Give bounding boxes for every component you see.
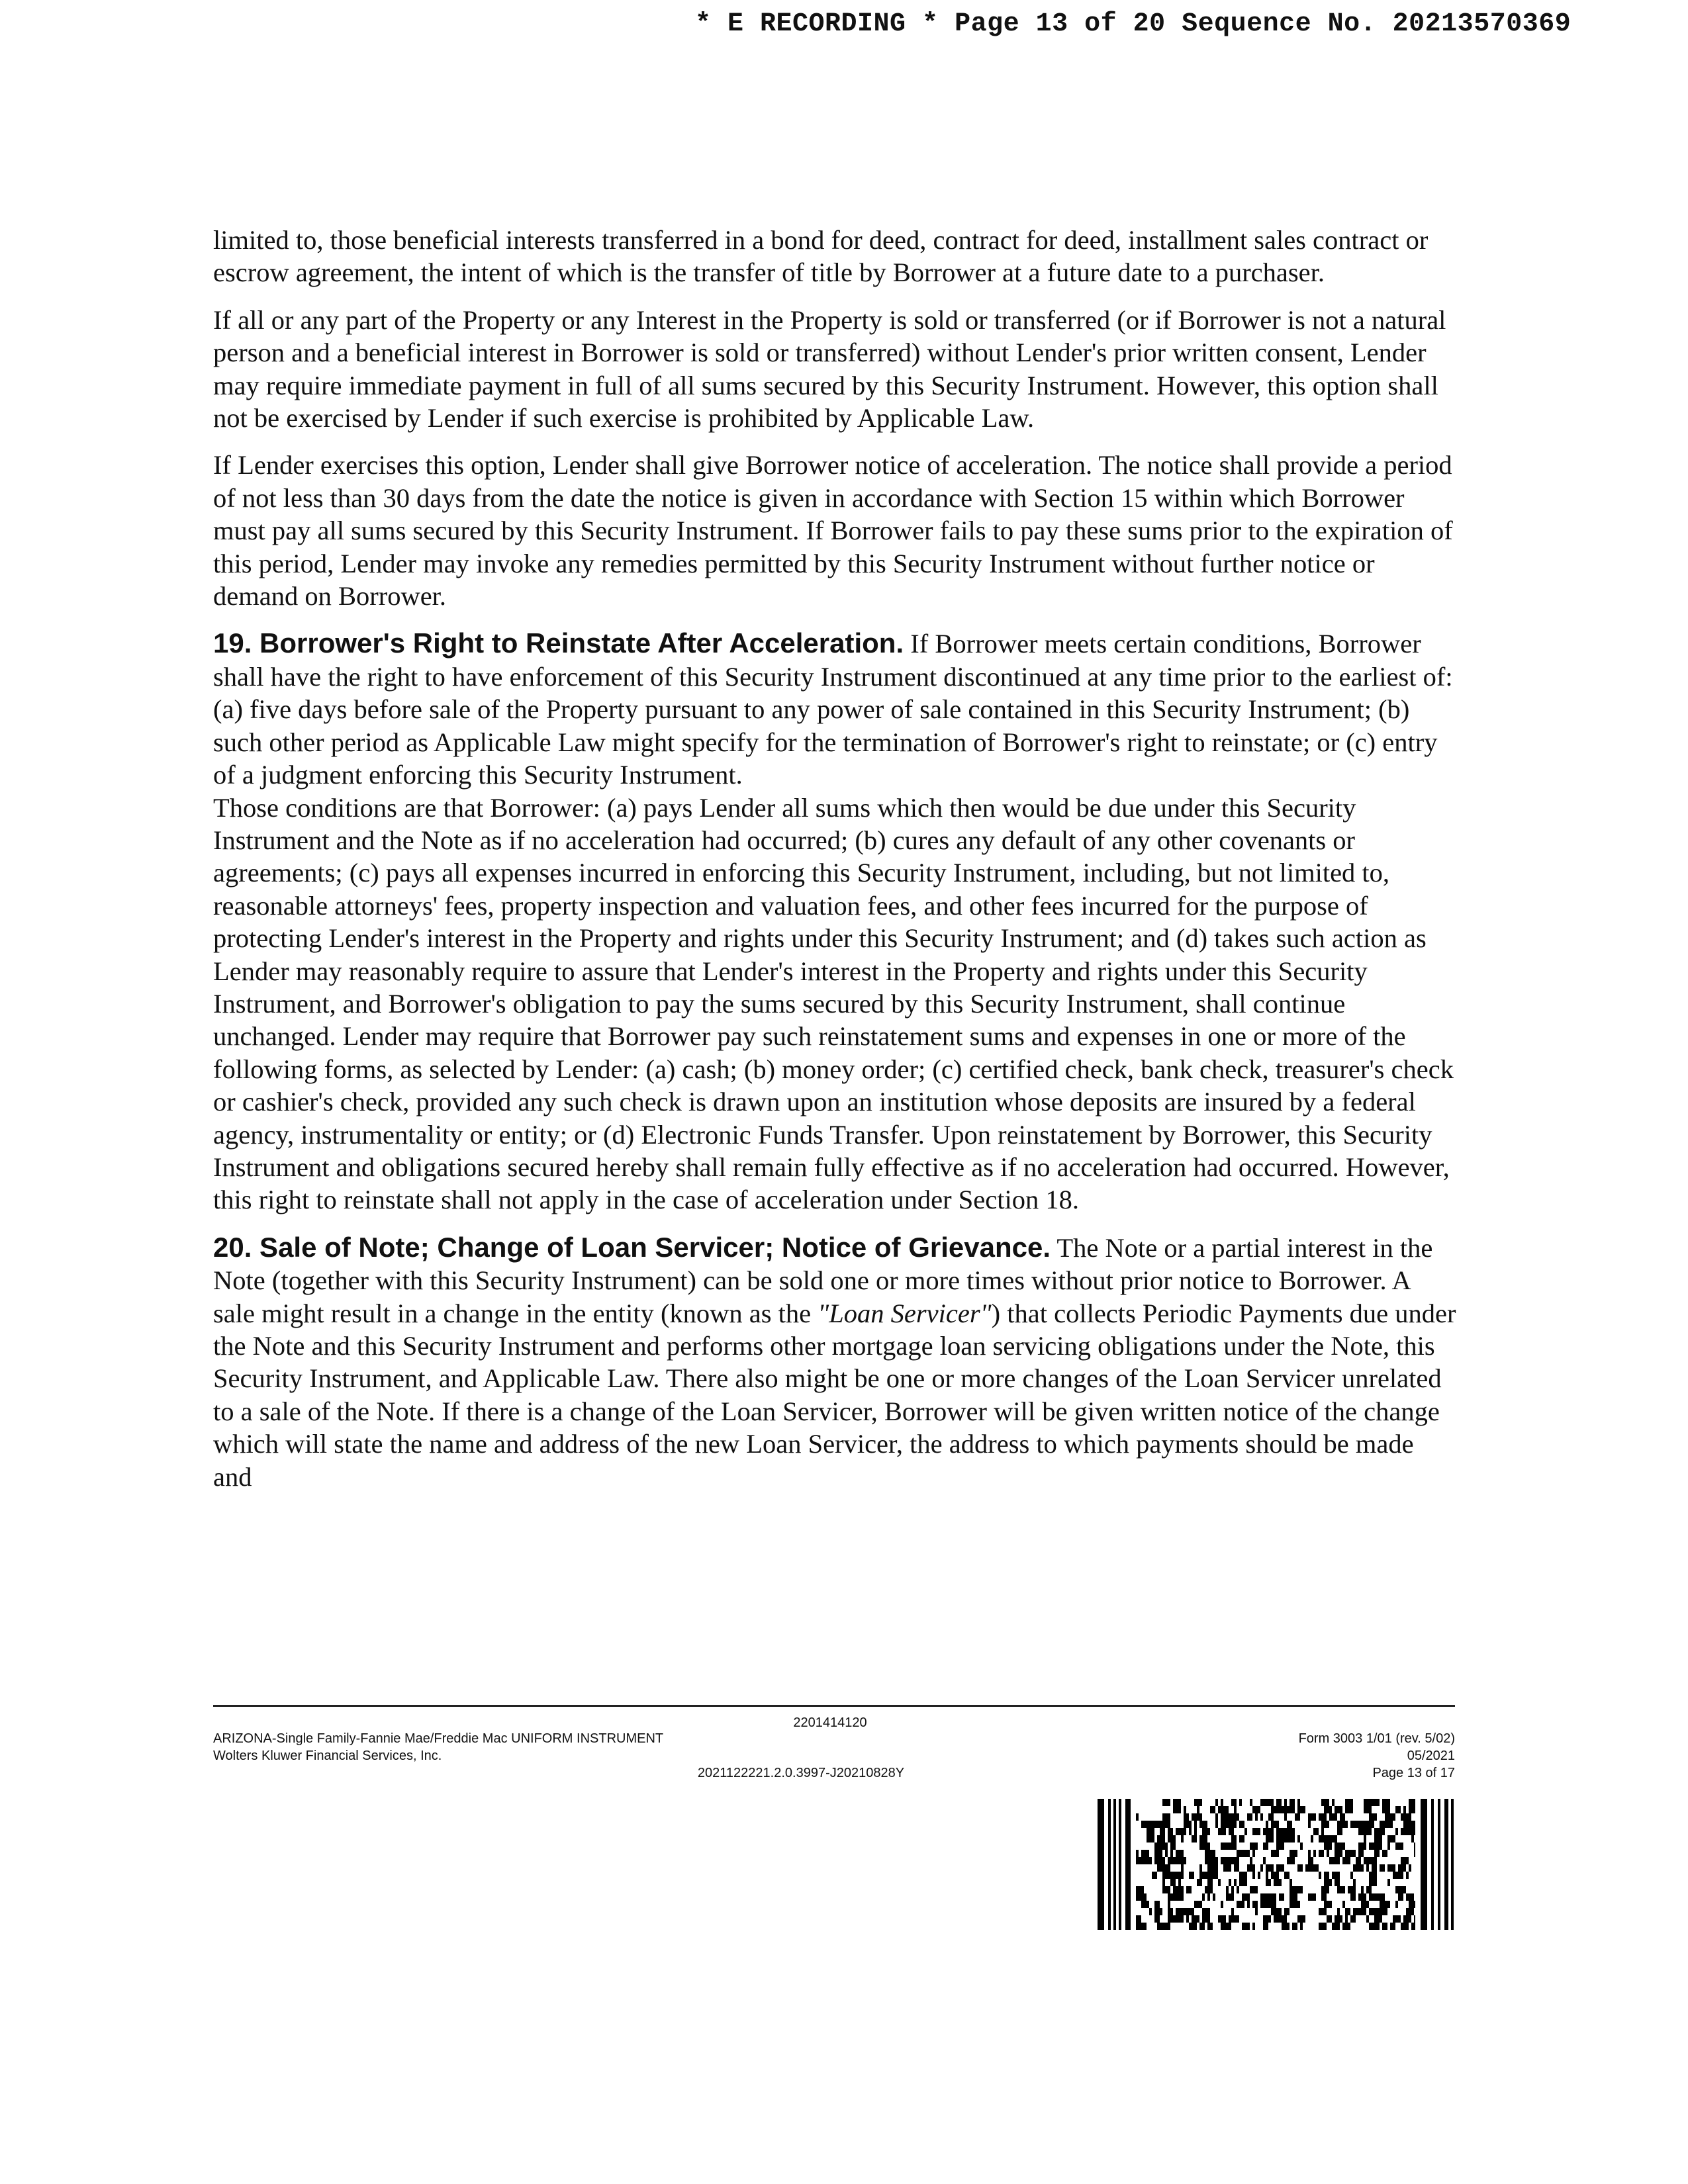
loan-servicer-term: "Loan Servicer" <box>818 1298 992 1328</box>
document-body <box>213 224 1458 1508</box>
section-20-text: The Note or a partial interest in the Note (together with this Security Instrument) can be sold one or more times without prior notice to Borrower. A sale might result in a change in the entity (known as the <box>213 1232 1433 1328</box>
footer-form-number-block <box>1165 1730 1455 1782</box>
document-code: 2021122221.2.0.3997-J20210828Y <box>697 1766 905 1780</box>
form-number: Form 3003 1/01 (rev. 5/02) <box>1298 1731 1455 1746</box>
loan-number: 2201414120 <box>793 1715 867 1730</box>
section-19-text: If Borrower meets certain conditions, Borrower shall have the right to have enforcement of this Security Instrument discontinued at any time prior to the earliest of: (a) five days before sale of the Property pursuant to any power of sale contained in this Security Instrument; (b) such other period as Applicable Law might specify for the termination of Borrower's right to reinstate; or (c) entry of a judgment enforcing this Security Instrument. <box>213 629 1453 790</box>
publisher: Wolters Kluwer Financial Services, Inc. <box>213 1749 442 1763</box>
recording-stamp: * E RECORDING * Page 13 of 20 Sequence No. 20213570369 <box>695 9 1571 39</box>
section-20-text-continued: ) that collects Periodic Payments due under the Note and this Security Instrument and performs other mortgage loan servicing obligations under the Note, this Security Instrument, and Applicable Law. There also might be one or more changes of the Loan Servicer unrelated to a sale of the Note. If there is a change of the Loan Servicer, Borrower will be given written notice of the change which will state the name and address of the new Loan Servicer, the address to which payments should be made and <box>213 1298 1456 1492</box>
page-number: Page 13 of 17 <box>1372 1766 1455 1780</box>
section-19 <box>213 627 1458 1216</box>
paragraph-transfer-consent: If all or any part of the Property or any Interest in the Property is sold or transferred (or if Borrower is not a natural person and a beneficial interest in Borrower is sold or transferred) without Lender's prior written consent, Lender may require immediate payment in full of all sums secured by this Security Instrument. However, this option shall not be exercised by Lender if such exercise is prohibited by Applicable Law. <box>213 304 1446 433</box>
footer-divider <box>213 1705 1455 1707</box>
section-19-conditions-text: Those conditions are that Borrower: (a) pays Lender all sums which then would be due under this Security Instrument and the Note as if no acceleration had occurred; (b) cures any default of any other covenants or agreements; (c) pays all expenses incurred in enforcing this Security Instrument, including, but not limited to, reasonable attorneys' fees, property inspection and valuation fees, and other fees incurred for the purpose of protecting Lender's interest in the Property and rights under this Security Instrument; and (d) takes such action as Lender may reasonably require to assure that Lender's interest in the Property and rights under this Security Instrument, and Borrower's obligation to pay the sums secured by this Security Instrument, shall continue unchanged. Lender may require that Borrower pay such reinstatement sums and expenses in one or more of the following forms, as selected by Lender: (a) cash; (b) money order; (c) certified check, bank check, treasurer's check or cashier's check, provided any such check is drawn upon an institution whose deposits are insured by a federal agency, instrumentality or entity; or (d) Electronic Funds Transfer. Upon reinstatement by Borrower, this Security Instrument and obligations secured hereby shall remain fully effective as if no acceleration had occurred. However, this right to reinstate shall not apply in the case of acceleration under Section 18. <box>213 792 1454 1215</box>
pdf417-barcode <box>1098 1799 1455 1930</box>
paragraph-acceleration-notice: If Lender exercises this option, Lender shall give Borrower notice of acceleration. The notice shall provide a period of not less than 30 days from the date the notice is given in accordance with Section 15 within which Borrower must pay all sums secured by this Security Instrument. If Borrower fails to pay these sums prior to the expiration of this period, Lender may invoke any remedies permitted by this Security Instrument without further notice or demand on Borrower. <box>213 450 1453 612</box>
form-date: 05/2021 <box>1407 1749 1455 1763</box>
section-20-heading: 20. Sale of Note; Change of Loan Servicer; Notice of Grievance. <box>213 1231 1051 1263</box>
footer-form-info <box>213 1730 663 1764</box>
paragraph-transfer-definition: limited to, those beneficial interests transferred in a bond for deed, contract for deed, installment sales contract or escrow agreement, the intent of which is the transfer of title by Borrower at a future date to a purchaser. <box>213 225 1429 288</box>
form-title: ARIZONA-Single Family-Fannie Mae/Freddie Mac UNIFORM INSTRUMENT <box>213 1731 664 1746</box>
section-19-heading: 19. Borrower's Right to Reinstate After Acceleration. <box>213 627 904 659</box>
section-20 <box>213 1231 1458 1493</box>
